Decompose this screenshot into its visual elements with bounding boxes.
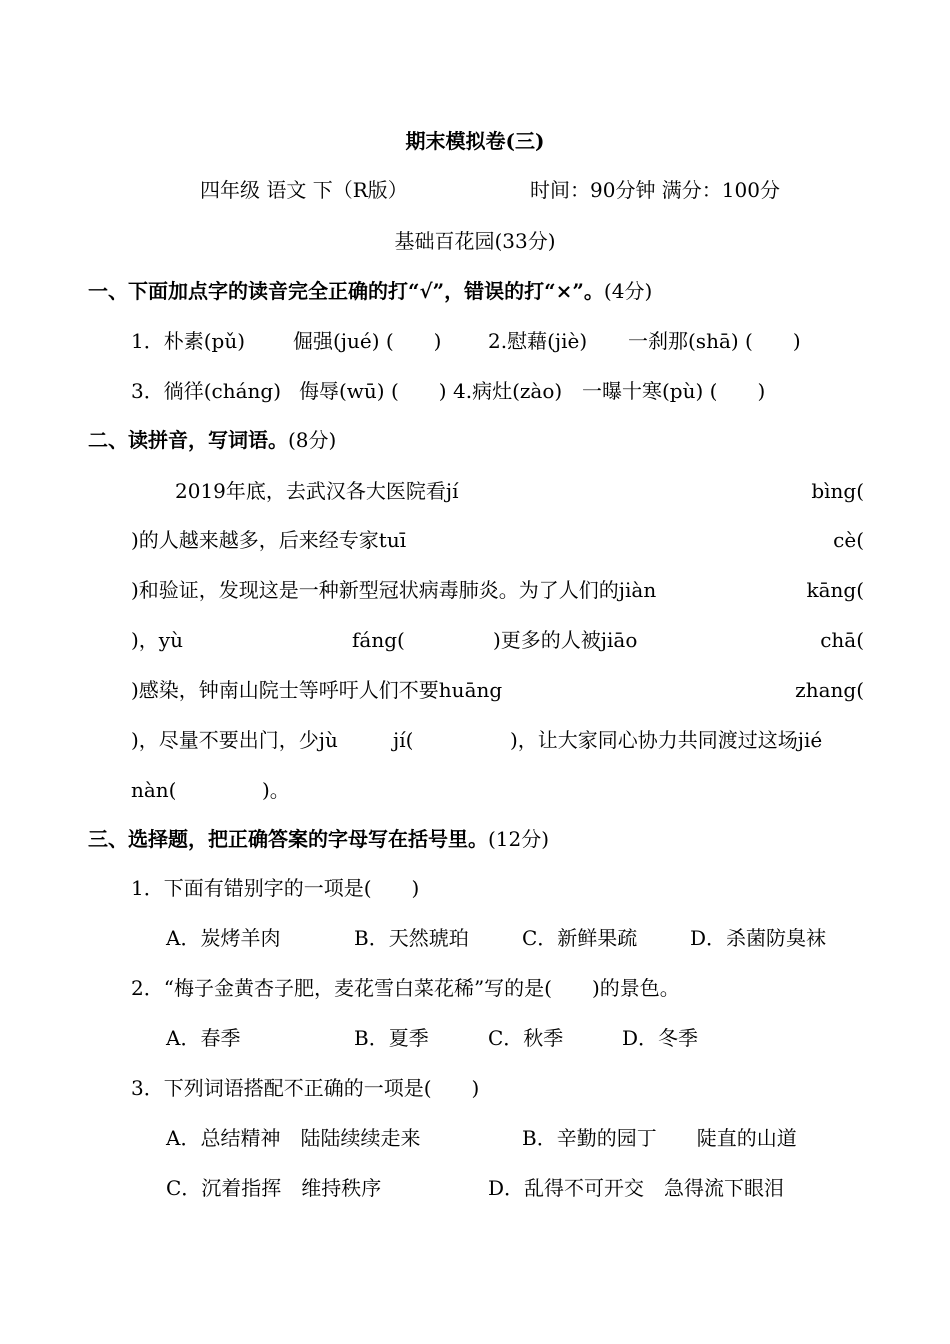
s2-line6-pinyin: jí( [393,728,414,752]
s2-line4-text-b: )更多的人被jiāo [493,628,638,652]
s2-line6-text-a: )，尽量不要出门，少jù [131,728,338,752]
s2-line1-text: 2019年底，去武汉各大医院看jí [175,479,459,503]
q2-option-a: A．春季 [166,1026,241,1050]
part-heading: 基础百花园(33分) [394,229,556,253]
s2-line4-text-a: )，yù [131,628,183,652]
q2-option-c: C．秋季 [488,1026,564,1050]
q3-option-d: D．乱得不可开交 急得流下眼泪 [488,1176,785,1200]
s1-item-2a: 2.慰藉(jiè) [488,329,588,353]
s1-item-1b: 倔强(jué) ( ) [293,329,442,353]
grade-info: 四年级 语文 下（R版） [200,178,408,202]
section2-score: (8分) [288,428,337,452]
section1-heading [88,277,652,305]
q3-option-c: C．沉着指挥 维持秩序 [166,1176,382,1200]
q2-option-b: B．夏季 [354,1026,429,1050]
s1-item-1a: 1．朴素(pǔ) [131,329,246,353]
s2-line7-text: )。 [262,778,290,802]
s2-line4-pinyin-a: fáng( [352,628,405,652]
s1-item-2b: 一刹那(shā) ( ) [628,329,801,353]
q2-option-d: D．冬季 [622,1026,699,1050]
s2-line7-pinyin: nàn( [131,778,177,802]
q3-option-b: B．辛勤的园丁 陡直的山道 [522,1126,797,1150]
s2-line1-pinyin: bìng( [811,479,864,503]
s2-line4-pinyin-b: chā( [820,628,864,652]
section2-heading-text: 二、读拼音，写词语。 [88,428,288,452]
q1-option-d: D．杀菌防臭袜 [690,926,827,950]
s1-item-3b: 侮辱(wū) ( ) [299,379,447,403]
s2-line2-pinyin: cè( [833,528,864,552]
exam-title: 期末模拟卷(三) [405,129,545,153]
s1-item-3a: 3．徜徉(cháng) [131,379,282,403]
s1-item-4a: 4.病灶(zào) [453,379,563,403]
s2-line3-pinyin: kāng( [806,578,864,602]
time-score-info: 时间：90分钟 满分：100分 [530,178,780,202]
q1-stem: 1．下面有错别字的一项是( ) [131,876,420,900]
section3-score: (12分) [488,827,550,851]
q1-option-a: A．炭烤羊肉 [166,926,281,950]
section3-heading-text: 三、选择题，把正确答案的字母写在括号里。 [88,827,488,851]
q3-option-a: A．总结精神 陆陆续续走来 [166,1126,421,1150]
s2-line2-text: )的人越来越多，后来经专家tuī [131,528,407,552]
q1-option-c: C．新鲜果疏 [522,926,638,950]
section3-heading [88,825,549,853]
s2-line5-text: )感染，钟南山院士等呼吁人们不要huāng [131,678,503,702]
q1-option-b: B．天然琥珀 [354,926,469,950]
s1-item-4b: 一曝十寒(pù) ( ) [582,379,766,403]
q3-stem: 3．下列词语搭配不正确的一项是( ) [131,1076,480,1100]
s2-line3-text: )和验证，发现这是一种新型冠状病毒肺炎。为了人们的jiàn [131,578,657,602]
s2-line6-text-b: )，让大家同心协力共同渡过这场jié [510,728,823,752]
q2-stem: 2．“梅子金黄杏子肥，麦花雪白菜花稀”写的是( )的景色。 [131,976,680,1000]
section2-heading [88,426,336,454]
section1-heading-text: 一、下面加点字的读音完全正确的打“√”，错误的打“×”。 [88,279,604,303]
section1-score: (4分) [603,279,653,303]
s2-line5-pinyin: zhang( [795,678,864,702]
